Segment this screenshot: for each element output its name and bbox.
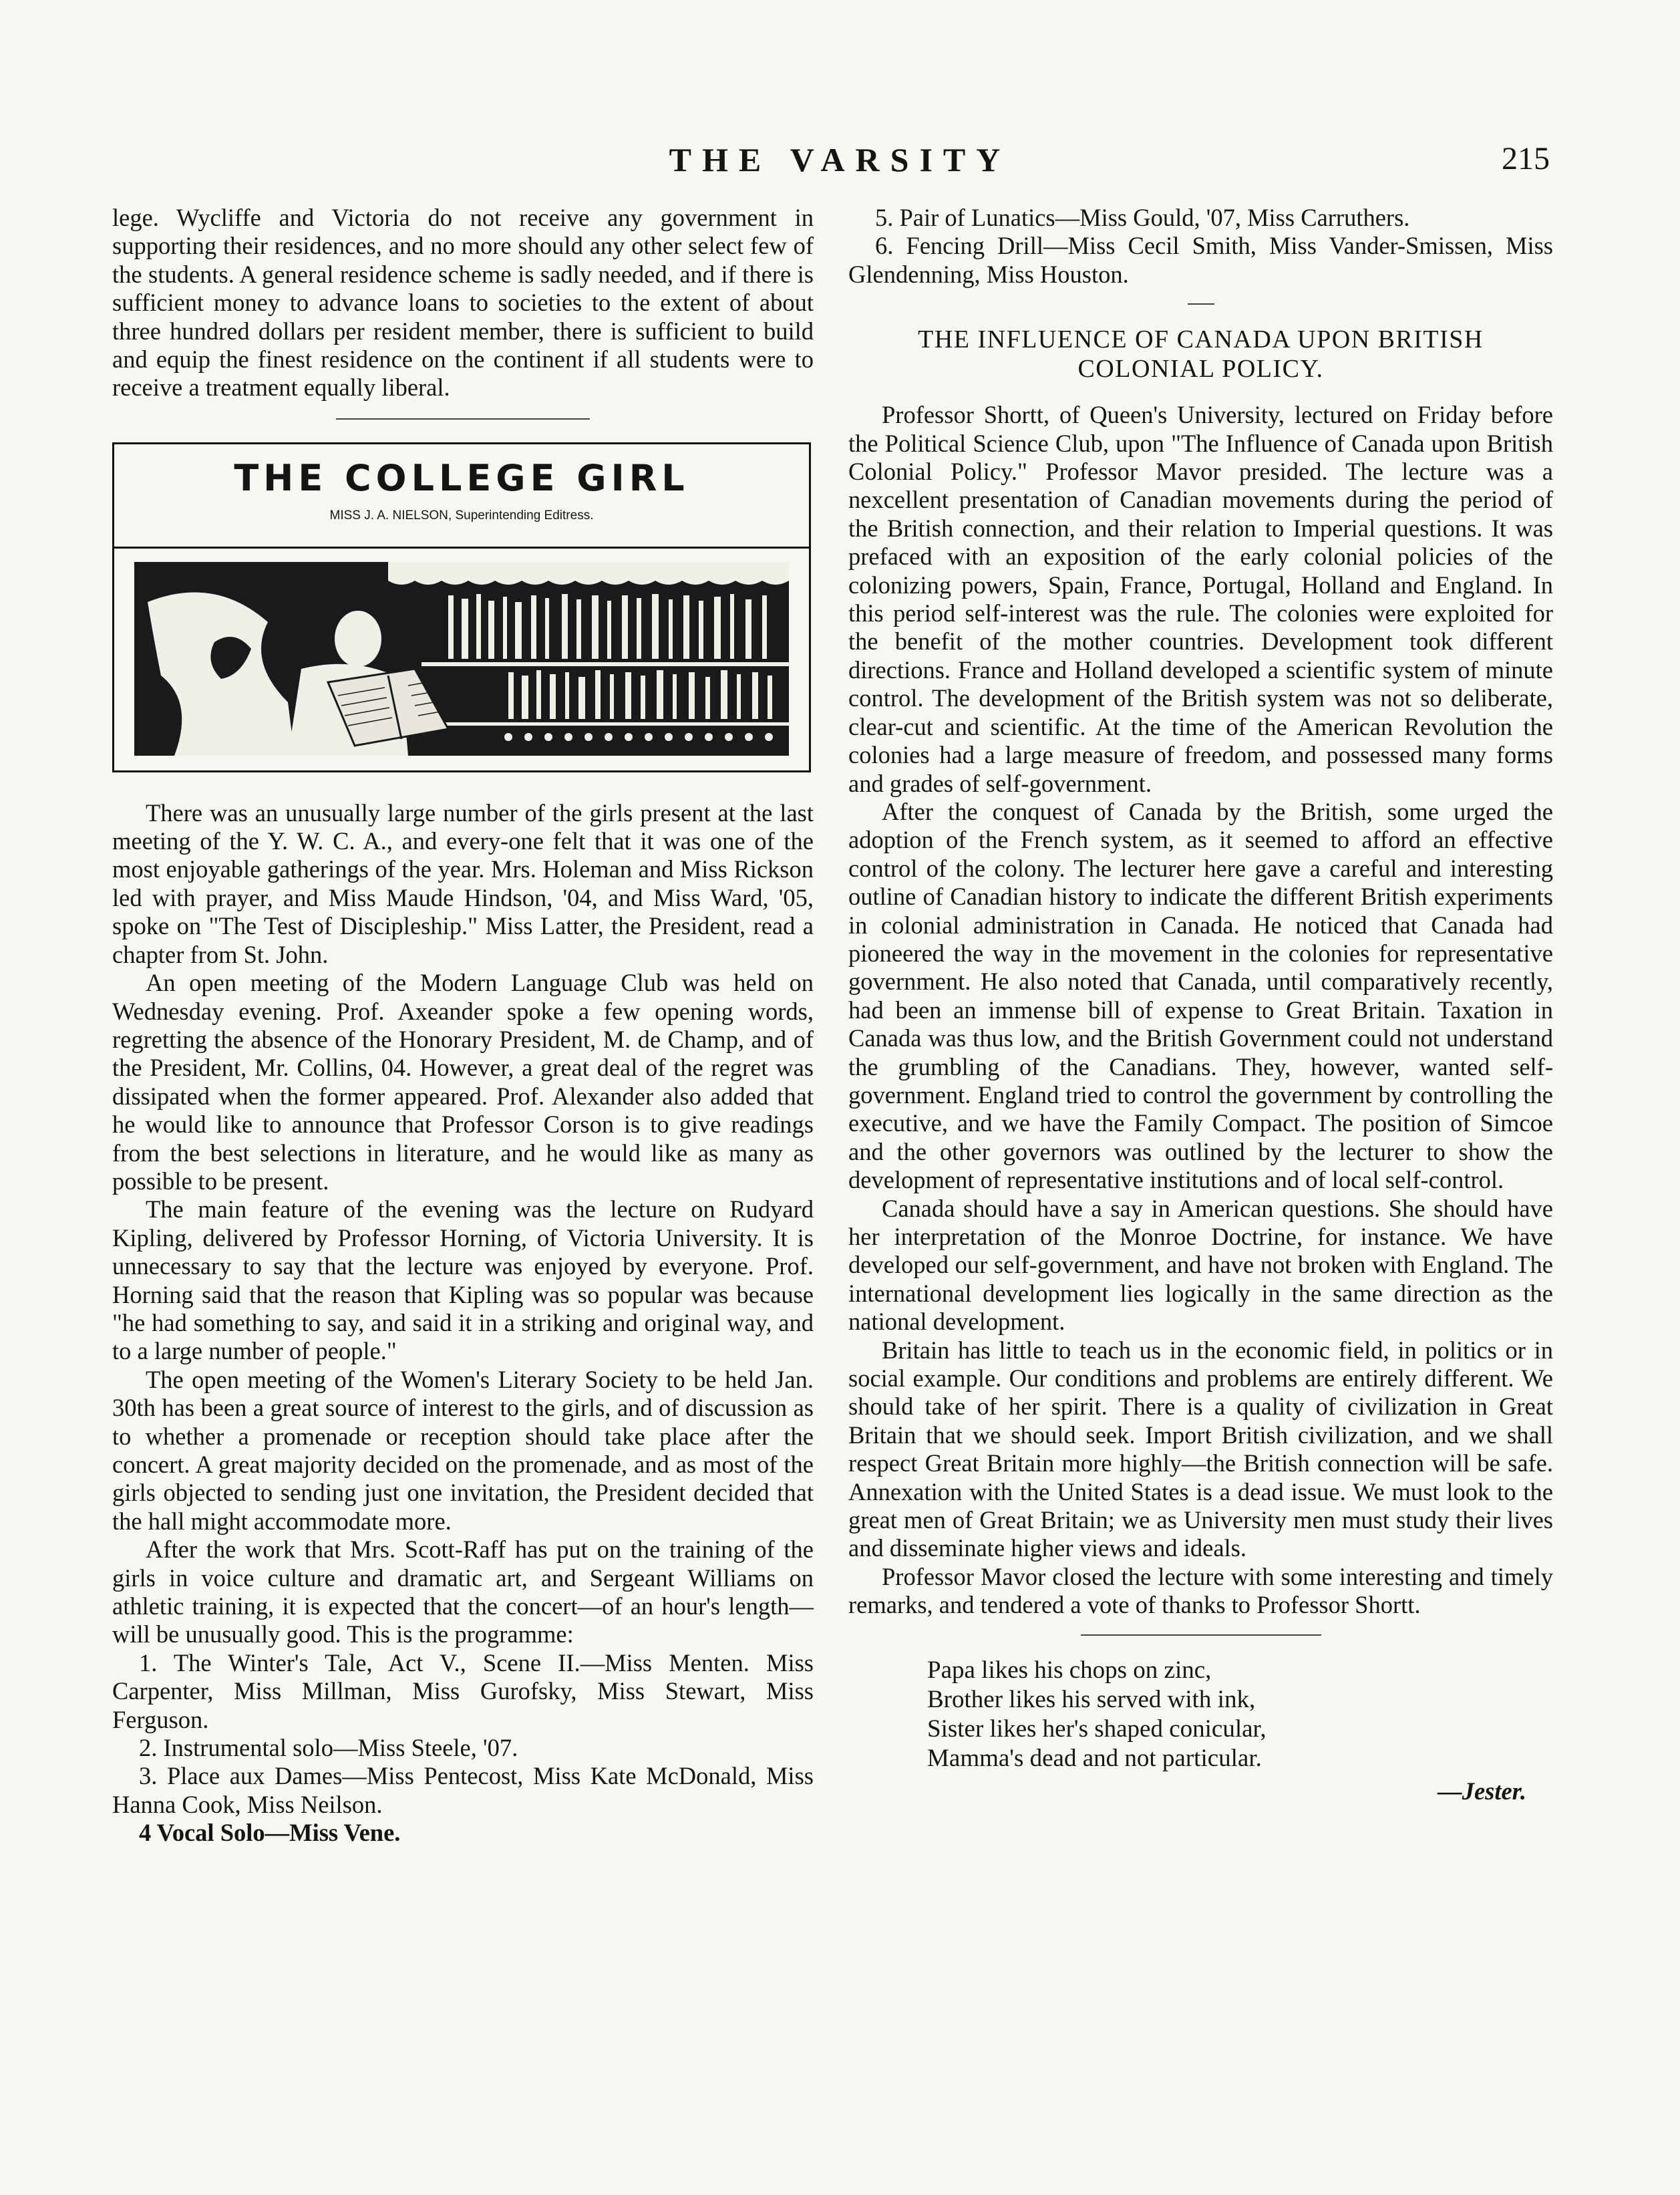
programme-item: 2. Instrumental solo—Miss Steele, '07. <box>139 1734 518 1762</box>
banner-divider <box>114 547 809 549</box>
intro-paragraph: lege. Wycliffe and Victoria do not receive any government in supporting their residences, and no more should any other select few of the students. A general residence scheme is sadly needed, and if there is sufficient money to advance loans to societies to the extent of about three hundred dollars per resident member, there is sufficient to build and equip the finest residence on the continent if all students were to receive a treatment equally liberal. <box>112 204 814 402</box>
ywca-paragraph: There was an unusually large number of the girls present at the last meeting of the Y. W. C. A., and every-one felt that it was one of the most enjoyable gatherings of the year. Mrs. Holeman and Miss Rickson led with prayer, and Miss Maude Hindson, '04, and Miss Ward, '05, spoke on "The Test of Discipleship." Miss Latter, the President, read a chapter from St. John. <box>112 798 814 968</box>
college-girl-title: THE COLLEGE GIRL <box>234 456 689 499</box>
section-divider <box>336 418 590 420</box>
college-girl-editress: MISS J. A. NIELSON, Superintending Editress. <box>329 508 594 523</box>
poem-line: Papa likes his chops on zinc, <box>927 1656 1212 1684</box>
lecture-paragraph: Professor Mavor closed the lecture with some interesting and timely remarks, and tendered a vote of thanks to Professor Shortt. <box>848 1562 1553 1619</box>
lecture-paragraph: Britain has little to teach us in the economic field, in politics or in social example. Our conditions and problems are entirely different. We should take of her spirit. There is a quality of civilization in Great Britain that we should seek. Import British civilization, and we shall respect Great Britain more highly—the British connection will be safe. Annexation with the United States is a dead issue. We must look to the great men of Great Britain; we as University men must study their lives and disseminate higher views and ideals. <box>848 1336 1553 1562</box>
lecture-paragraph: Canada should have a say in American questions. She should have her interpretation of the Monroe Doctrine, for instance. We have developed our self-government, and have not broken with England. The international development lies logically in the same direction as the national development. <box>848 1194 1553 1336</box>
poem-line: Mamma's dead and not particular. <box>927 1744 1262 1772</box>
programme-item: 6. Fencing Drill—Miss Cecil Smith, Miss Vander-Smissen, Miss Glendenning, Miss Houston. <box>848 232 1553 288</box>
reading-girl-illustration <box>134 562 789 756</box>
lecture-paragraph: Professor Shortt, of Queen's University, lectured on Friday before the Political Science Club, upon "The Influence of Canada upon British Colonial Policy." Professor Mavor presided. The lecture was a nexcellent presentation of Canadian movements during the period of the British connection, and their relation to Imperial questions. It was prefaced with an exposition of the early colonial policies of the colonizing powers, Spain, France, Portugal, Holland and England. In this period self-interest was the rule. The colonies were exploited for the benefit of the mother countries. Development took different directions. France and Holland developed a scientific system of minute control. The development of the British system was not so deliberate, clear-cut and scientific. At the time of the American Revolution the colonies had a large measure of freedom, and possessed many forms and grades of self-government. <box>848 401 1553 797</box>
college-girl-banner <box>112 442 811 772</box>
running-title: THE VARSITY <box>669 141 1011 178</box>
section-divider <box>1081 1634 1321 1636</box>
article-heading: THE INFLUENCE OF CANADA UPON BRITISH COLONIAL POLICY. <box>918 325 1484 384</box>
section-divider <box>1188 303 1214 305</box>
concert-paragraph: After the work that Mrs. Scott-Raff has put on the training of the girls in voice culture and dramatic art, and Sergeant Williams on athletic training, it is expected that the concert—of an hour's length—will be unusually good. This is the programme: <box>112 1535 814 1648</box>
running-header <box>0 140 1680 187</box>
left-column <box>112 204 814 1848</box>
poem-line: Sister likes her's shaped conicular, <box>927 1715 1267 1743</box>
programme-item: 5. Pair of Lunatics—Miss Gould, '07, Miss Carruthers. <box>875 204 1410 231</box>
programme-item: 1. The Winter's Tale, Act V., Scene II.—Miss Menten. Miss Carpenter, Miss Millman, Miss Gurofsky, Miss Stewart, Miss Ferguson. <box>112 1648 814 1733</box>
kipling-paragraph: The main feature of the evening was the lecture on Rudyard Kipling, delivered by Professor Horning, of Victoria University. It is unnecessary to say that the lecture was enjoyed by everyone. Prof. Horning said that the reason that Kipling was so popular was because "he had something to say, and said it in a striking and original way, and to a large number of people." <box>112 1195 814 1365</box>
programme-item: 4 Vocal Solo—Miss Vene. <box>139 1819 401 1847</box>
modern-language-paragraph: An open meeting of the Modern Language Club was held on Wednesday evening. Prof. Axeander spoke a few opening words, regretting the absence of the Honorary President, M. de Champ, and of the President, Mr. Collins, 04. However, a great deal of the regret was dissipated when the former appeared. Prof. Alexander also added that he would like to announce that Professor Corson is to give readings from the best selections in literature, and he would like as many as possible to be present. <box>112 969 814 1195</box>
programme-item: 3. Place aux Dames—Miss Pentecost, Miss Kate McDonald, Miss Hanna Cook, Miss Neilson. <box>112 1762 814 1818</box>
page-number: 215 <box>1502 141 1550 176</box>
poem-signature: —Jester. <box>1438 1777 1526 1805</box>
literary-society-paragraph: The open meeting of the Women's Literary Society to be held Jan. 30th has been a great source of interest to the girls, and of discussion as to whether a promenade or reception should take place after the concert. A great majority decided on the promenade, and as most of the girls objected to sending just one invitation, the President decided that the hall might accommodate more. <box>112 1365 814 1535</box>
right-column <box>848 204 1553 1805</box>
poem-line: Brother likes his served with ink, <box>927 1685 1256 1713</box>
lecture-paragraph: After the conquest of Canada by the British, some urged the adoption of the French system, as it seemed to afford an effective control of the colony. The lecturer here gave a careful and interesting outline of Canadian history to indicate the different British experiments in colonial administration in Canada. He noticed that Canada had pioneered the way in the movement in the colonies for representative government. He also noted that Canada, until comparatively recently, had been an immense bill of expense to Great Britain. Taxation in Canada was thus low, and the British Government could not understand the grumbling of the Canadians. They, however, wanted self-government. England tried to control the government by controlling the executive, and we have the Family Compact. The position of Simcoe and the other governors was outlined by the lecturer to show the development of representative institutions and of local self-control. <box>848 797 1553 1194</box>
poem <box>927 1656 1553 1773</box>
